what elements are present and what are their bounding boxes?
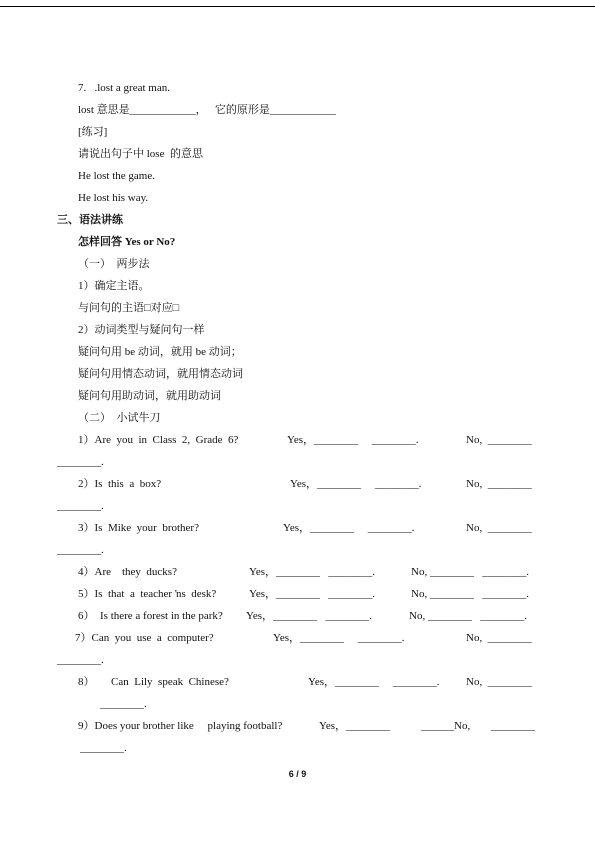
exercise-yes-answer[interactable]: Yes，________ ________. — [283, 522, 415, 534]
rule-auxiliary: 疑问句用助动词，就用助动词 — [78, 390, 221, 402]
exercise-yes-answer[interactable]: Yes，________ ________. — [249, 588, 376, 600]
rule-be: 疑问句用 be 动词，就用 be 动词； — [78, 346, 242, 358]
exercise-heading: （二） 小试牛刀 — [78, 412, 161, 424]
exercise-no-continuation[interactable]: ________. — [57, 456, 104, 468]
exercise-no-continuation[interactable]: ________. — [57, 544, 104, 556]
step-1-note: 与问句的主语□对应□ — [78, 302, 180, 314]
exercise-yes-answer[interactable]: Yes，________ — [319, 720, 391, 732]
example-sentence-1: He lost the game. — [78, 170, 155, 182]
exercise-question: 8） Can Lily speak Chinese? — [78, 676, 229, 688]
exercise-no-continuation[interactable]: ________. — [80, 742, 127, 754]
exercise-question: 1）Are you in Class 2, Grade 6? — [78, 434, 239, 446]
section-heading: 三、语法讲练 — [57, 214, 123, 226]
exercise-question: 7）Can you use a computer? — [75, 632, 214, 644]
exercise-yes-answer[interactable]: Yes，________ ________. — [246, 610, 373, 622]
rule-modal: 疑问句用情态动词，就用情态动词 — [78, 368, 243, 380]
exercise-no-answer[interactable]: No, ________ ________. — [409, 610, 527, 622]
exercise-no-blank[interactable]: ________ — [491, 720, 535, 732]
exercise-question: 3）Is Mike your brother? — [78, 522, 199, 534]
step-2: 2）动词类型与疑问句一样 — [78, 324, 205, 336]
exercise-no-continuation[interactable]: ________. — [57, 500, 104, 512]
exercise-no-answer[interactable]: ______No, — [421, 720, 471, 732]
example-sentence-2: He lost his way. — [78, 192, 149, 204]
exercise-question: 6） Is there a forest in the park? — [78, 610, 223, 622]
exercise-no-answer[interactable]: No, ________ — [466, 632, 532, 644]
item-7: 7. .lost a great man. — [78, 82, 170, 94]
exercise-question: 2）Is this a box? — [78, 478, 162, 490]
exercise-yes-answer[interactable]: Yes，________ ________. — [249, 566, 376, 578]
exercise-no-answer[interactable]: No, ________ ________. — [411, 566, 529, 578]
lost-meaning-line: lost 意思是____________， 它的原形是____________ — [78, 104, 336, 116]
exercise-yes-answer[interactable]: Yes，________ ________. — [290, 478, 422, 490]
practice-instruction: 请说出句子中 lose 的意思 — [78, 148, 203, 160]
header-rule — [0, 6, 595, 7]
exercise-no-answer[interactable]: No, ________ — [466, 434, 532, 446]
step-1: 1）确定主语。 — [78, 280, 150, 292]
exercise-no-answer[interactable]: No, ________ — [466, 522, 532, 534]
exercise-yes-answer[interactable]: Yes，________ ________. — [273, 632, 405, 644]
exercise-question: 4）Are they ducks? — [78, 566, 177, 578]
exercise-yes-answer[interactable]: Yes，________ ________. — [287, 434, 419, 446]
page-number: 6 / 9 — [288, 769, 307, 779]
practice-label: [练习] — [78, 126, 108, 138]
exercise-no-continuation[interactable]: ________. — [57, 654, 104, 666]
exercise-yes-answer[interactable]: Yes，________ ________. — [308, 676, 440, 688]
exercise-question: 5）Is that a teacher ŉs desk? — [78, 588, 217, 600]
subsection-heading: 怎样回答 Yes or No? — [78, 236, 176, 248]
exercise-no-continuation[interactable]: ________. — [100, 698, 147, 710]
exercise-question: 9）Does your brother like playing football? — [78, 720, 283, 732]
exercise-no-answer[interactable]: No, ________ — [466, 676, 532, 688]
method-heading: （一） 两步法 — [78, 258, 150, 270]
exercise-no-answer[interactable]: No, ________ ________. — [411, 588, 529, 600]
exercise-no-answer[interactable]: No, ________ — [466, 478, 532, 490]
